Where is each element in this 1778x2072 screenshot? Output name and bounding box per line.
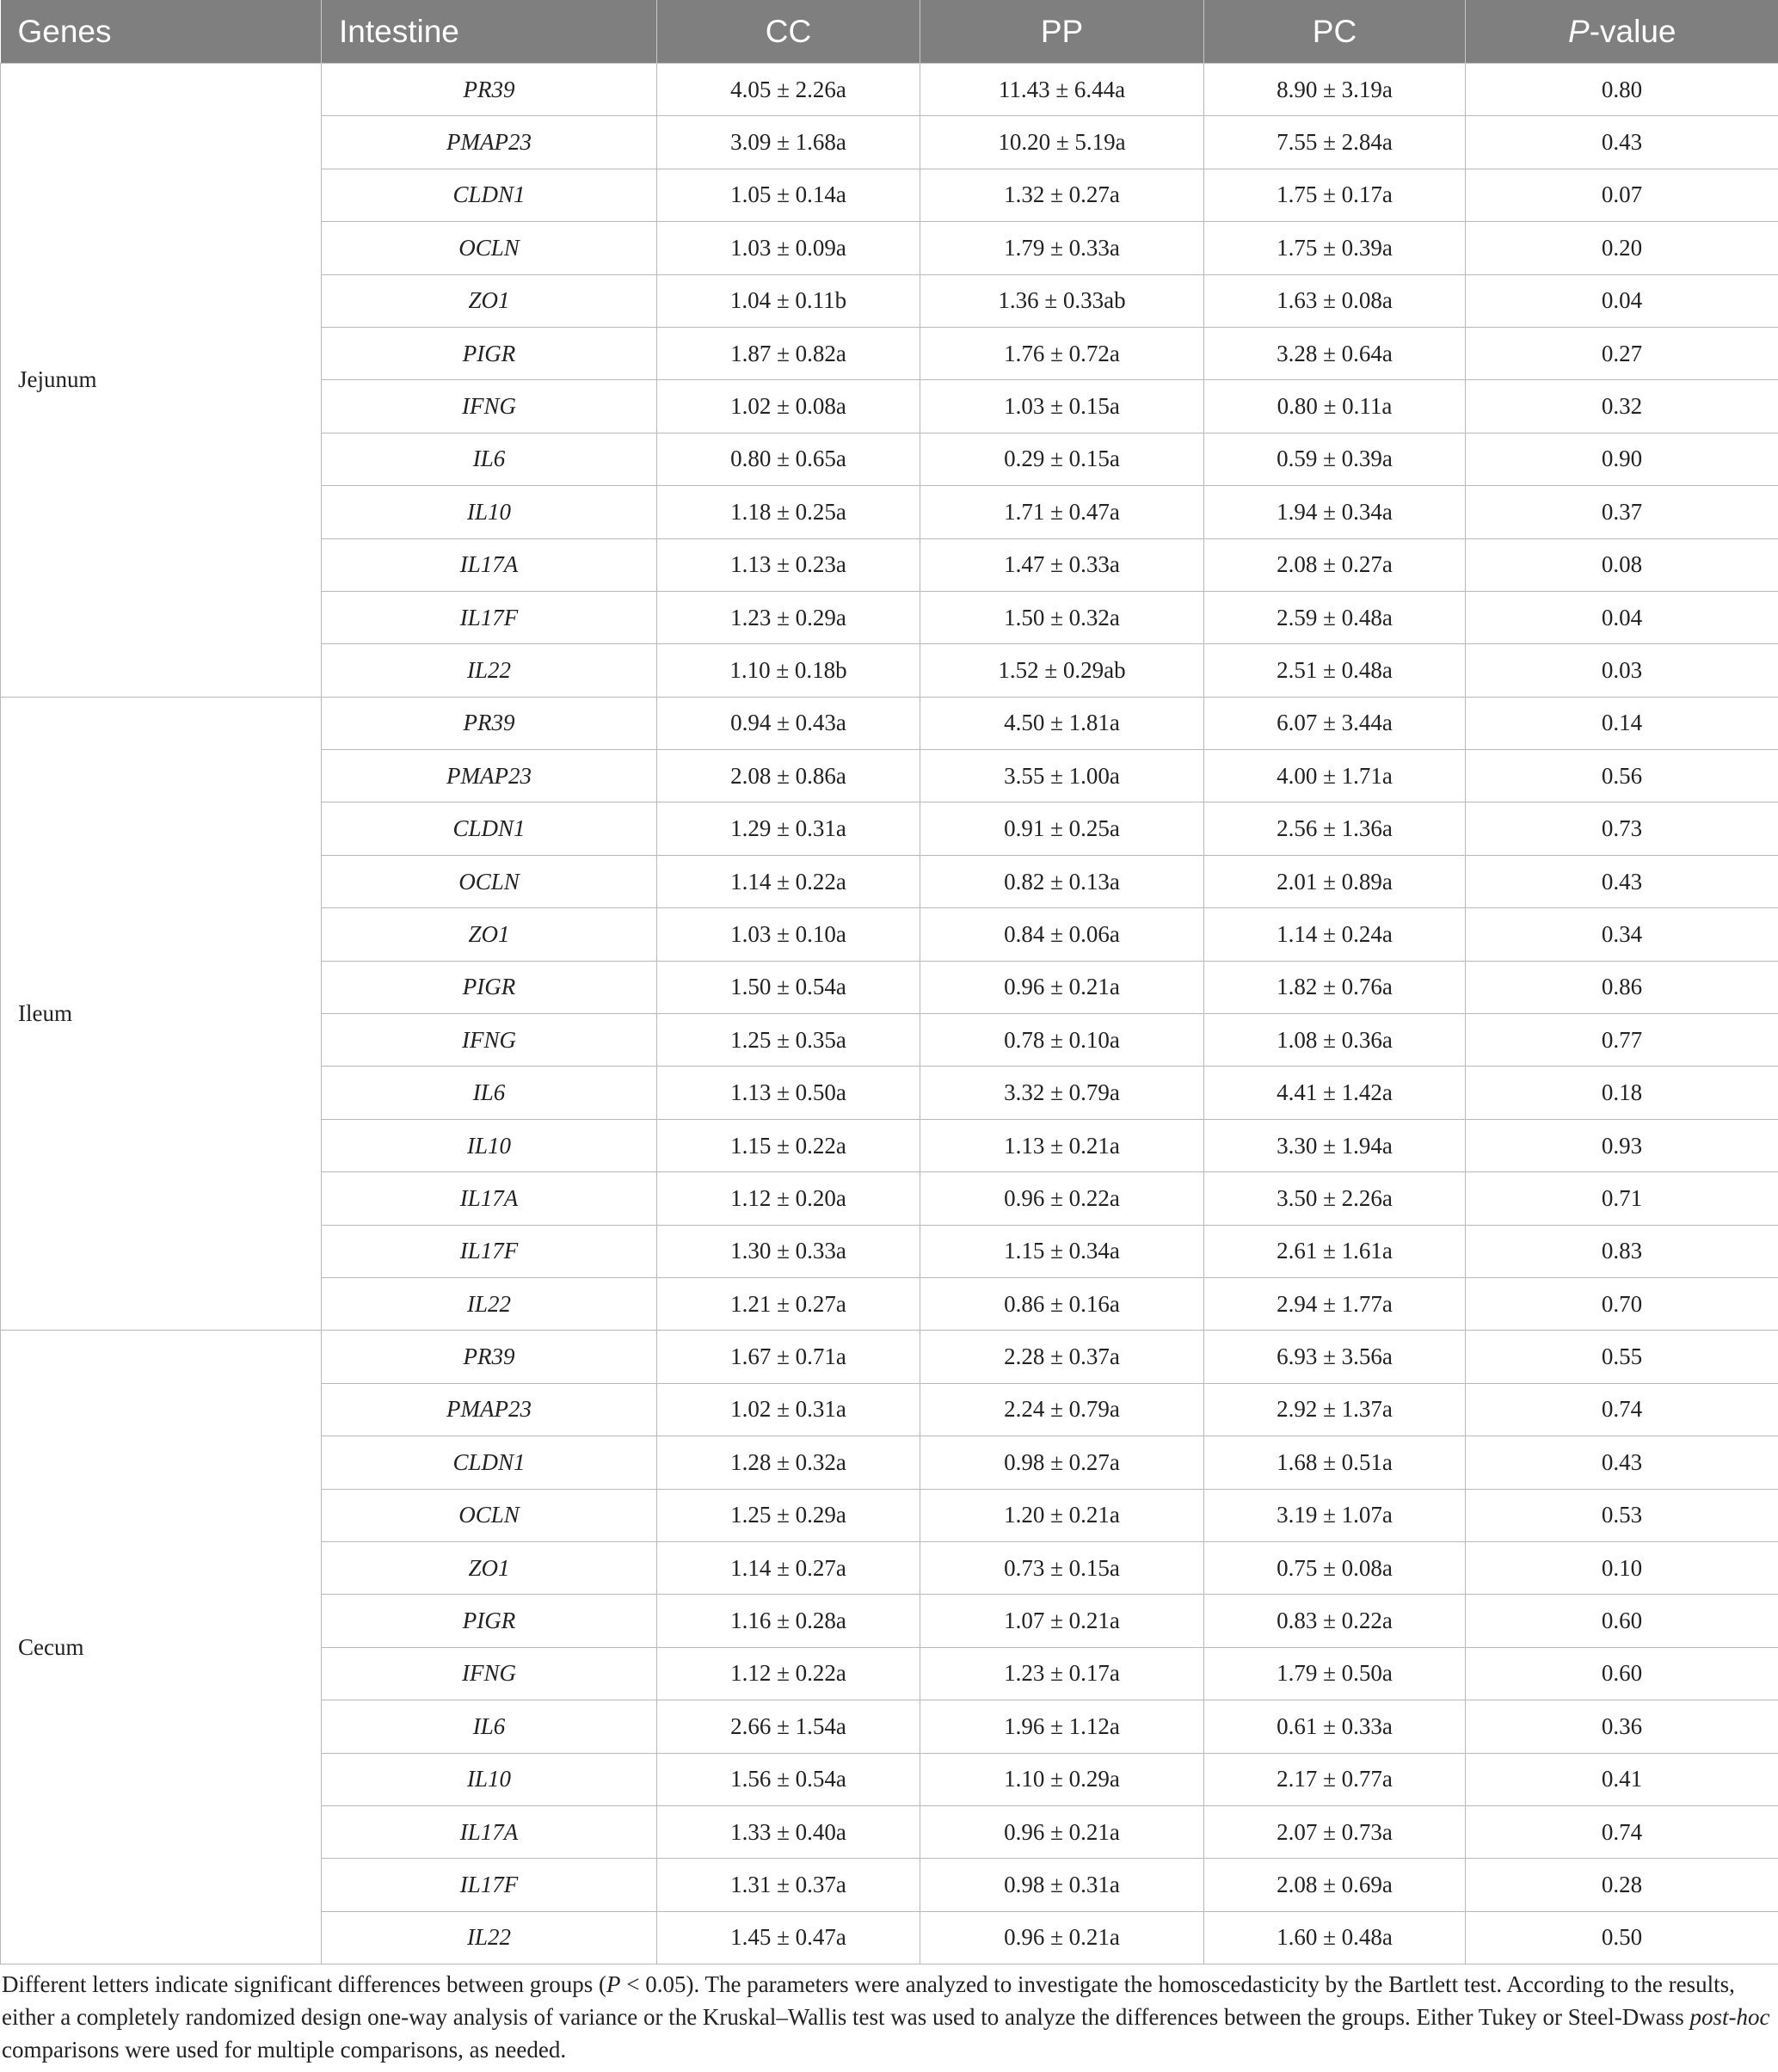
- gene-name-cell: IL22: [322, 644, 657, 697]
- cc-value-cell: 1.14 ± 0.27a: [657, 1541, 920, 1594]
- p-value-cell: 0.70: [1466, 1277, 1778, 1330]
- gene-name-cell: CLDN1: [322, 1436, 657, 1489]
- p-value-cell: 0.60: [1466, 1595, 1778, 1647]
- p-value-cell: 0.90: [1466, 433, 1778, 485]
- p-value-cell: 0.74: [1466, 1383, 1778, 1436]
- gene-name-cell: ZO1: [322, 274, 657, 327]
- pc-value-cell: 1.08 ± 0.36a: [1204, 1014, 1466, 1067]
- header-genes: Genes: [1, 0, 322, 64]
- pc-value-cell: 2.01 ± 0.89a: [1204, 855, 1466, 907]
- pp-value-cell: 1.20 ± 0.21a: [920, 1489, 1204, 1541]
- pp-value-cell: 0.91 ± 0.25a: [920, 802, 1204, 855]
- pc-value-cell: 6.07 ± 3.44a: [1204, 697, 1466, 749]
- footnote-p-italic: P: [606, 1971, 621, 1997]
- pc-value-cell: 1.75 ± 0.39a: [1204, 222, 1466, 274]
- pp-value-cell: 11.43 ± 6.44a: [920, 64, 1204, 116]
- cc-value-cell: 1.02 ± 0.08a: [657, 380, 920, 433]
- p-value-cell: 0.93: [1466, 1119, 1778, 1171]
- gene-name-cell: CLDN1: [322, 802, 657, 855]
- cc-value-cell: 1.12 ± 0.22a: [657, 1647, 920, 1700]
- gene-name-cell: ZO1: [322, 908, 657, 961]
- gene-name-cell: IL17F: [322, 1859, 657, 1911]
- pp-value-cell: 0.86 ± 0.16a: [920, 1277, 1204, 1330]
- pp-value-cell: 2.28 ± 0.37a: [920, 1331, 1204, 1383]
- table-row: [1, 64, 1778, 116]
- table-header: [1, 0, 1778, 64]
- pc-value-cell: 0.61 ± 0.33a: [1204, 1700, 1466, 1753]
- pc-value-cell: 1.94 ± 0.34a: [1204, 486, 1466, 538]
- cc-value-cell: 1.05 ± 0.14a: [657, 169, 920, 221]
- p-value-cell: 0.03: [1466, 644, 1778, 697]
- p-value-cell: 0.27: [1466, 327, 1778, 379]
- gene-name-cell: OCLN: [322, 222, 657, 274]
- cc-value-cell: 4.05 ± 2.26a: [657, 64, 920, 116]
- pc-value-cell: 2.94 ± 1.77a: [1204, 1277, 1466, 1330]
- pp-value-cell: 0.98 ± 0.31a: [920, 1859, 1204, 1911]
- p-value-cell: 0.74: [1466, 1805, 1778, 1858]
- cc-value-cell: 1.56 ± 0.54a: [657, 1753, 920, 1805]
- pc-value-cell: 2.51 ± 0.48a: [1204, 644, 1466, 697]
- gene-name-cell: PIGR: [322, 961, 657, 1013]
- pp-value-cell: 1.96 ± 1.12a: [920, 1700, 1204, 1753]
- cc-value-cell: 1.45 ± 0.47a: [657, 1911, 920, 1964]
- p-value-cell: 0.41: [1466, 1753, 1778, 1805]
- pc-value-cell: 2.07 ± 0.73a: [1204, 1805, 1466, 1858]
- gene-name-cell: IL22: [322, 1911, 657, 1964]
- pc-value-cell: 7.55 ± 2.84a: [1204, 116, 1466, 169]
- cc-value-cell: 1.03 ± 0.10a: [657, 908, 920, 961]
- pc-value-cell: 1.68 ± 0.51a: [1204, 1436, 1466, 1489]
- pc-value-cell: 0.80 ± 0.11a: [1204, 380, 1466, 433]
- pp-value-cell: 1.10 ± 0.29a: [920, 1753, 1204, 1805]
- cc-value-cell: 1.50 ± 0.54a: [657, 961, 920, 1013]
- p-value-cell: 0.37: [1466, 486, 1778, 538]
- pp-value-cell: 0.96 ± 0.22a: [920, 1172, 1204, 1225]
- gene-name-cell: IL17A: [322, 1172, 657, 1225]
- cc-value-cell: 1.13 ± 0.23a: [657, 538, 920, 591]
- pp-value-cell: 0.96 ± 0.21a: [920, 961, 1204, 1013]
- p-value-cell: 0.53: [1466, 1489, 1778, 1541]
- header-pc: PC: [1204, 0, 1466, 64]
- p-value-cell: 0.43: [1466, 1436, 1778, 1489]
- pc-value-cell: 6.93 ± 3.56a: [1204, 1331, 1466, 1383]
- gene-name-cell: PR39: [322, 64, 657, 116]
- pc-value-cell: 1.79 ± 0.50a: [1204, 1647, 1466, 1700]
- p-value-cell: 0.56: [1466, 750, 1778, 802]
- pc-value-cell: 3.28 ± 0.64a: [1204, 327, 1466, 379]
- pp-value-cell: 1.13 ± 0.21a: [920, 1119, 1204, 1171]
- gene-name-cell: IL17A: [322, 538, 657, 591]
- cc-value-cell: 1.15 ± 0.22a: [657, 1119, 920, 1171]
- footnote-part1: Different letters indicate significant differences between groups (: [2, 1971, 606, 1997]
- gene-name-cell: IL10: [322, 486, 657, 538]
- cc-value-cell: 1.29 ± 0.31a: [657, 802, 920, 855]
- pp-value-cell: 0.29 ± 0.15a: [920, 433, 1204, 485]
- gene-name-cell: PIGR: [322, 327, 657, 379]
- pp-value-cell: 3.55 ± 1.00a: [920, 750, 1204, 802]
- pc-value-cell: 1.14 ± 0.24a: [1204, 908, 1466, 961]
- table-row: [1, 1331, 1778, 1383]
- gene-name-cell: IFNG: [322, 1014, 657, 1067]
- gene-name-cell: OCLN: [322, 855, 657, 907]
- p-value-cell: 0.18: [1466, 1067, 1778, 1119]
- gene-name-cell: PMAP23: [322, 116, 657, 169]
- pp-value-cell: 1.76 ± 0.72a: [920, 327, 1204, 379]
- pc-value-cell: 0.83 ± 0.22a: [1204, 1595, 1466, 1647]
- cc-value-cell: 1.14 ± 0.22a: [657, 855, 920, 907]
- pc-value-cell: 4.00 ± 1.71a: [1204, 750, 1466, 802]
- p-value-cell: 0.07: [1466, 169, 1778, 221]
- cc-value-cell: 2.08 ± 0.86a: [657, 750, 920, 802]
- cc-value-cell: 1.03 ± 0.09a: [657, 222, 920, 274]
- pp-value-cell: 0.84 ± 0.06a: [920, 908, 1204, 961]
- cc-value-cell: 1.87 ± 0.82a: [657, 327, 920, 379]
- p-value-cell: 0.80: [1466, 64, 1778, 116]
- p-value-cell: 0.14: [1466, 697, 1778, 749]
- pc-value-cell: 2.61 ± 1.61a: [1204, 1225, 1466, 1277]
- gene-name-cell: IL6: [322, 1700, 657, 1753]
- footnote-part2: < 0.05). The parameters were analyzed to investigate the homoscedasticity by the Bartlett test. According to the results, either a completely randomized design one-way analysis of variance or the Kruskal–Wallis test was used to analyze the differences between the groups. Either Tukey or Steel-Dwass: [2, 1971, 1735, 2030]
- pc-value-cell: 8.90 ± 3.19a: [1204, 64, 1466, 116]
- pc-value-cell: 2.59 ± 0.48a: [1204, 591, 1466, 643]
- gene-name-cell: IL10: [322, 1119, 657, 1171]
- pp-value-cell: 1.79 ± 0.33a: [920, 222, 1204, 274]
- p-value-cell: 0.77: [1466, 1014, 1778, 1067]
- p-value-cell: 0.32: [1466, 380, 1778, 433]
- gene-name-cell: IL22: [322, 1277, 657, 1330]
- cc-value-cell: 3.09 ± 1.68a: [657, 116, 920, 169]
- cc-value-cell: 1.12 ± 0.20a: [657, 1172, 920, 1225]
- p-value-cell: 0.36: [1466, 1700, 1778, 1753]
- footnote-posthoc-italic: post-hoc: [1689, 2004, 1770, 2030]
- table-row: [1, 697, 1778, 749]
- gene-name-cell: PR39: [322, 697, 657, 749]
- header-p-italic: P: [1568, 13, 1590, 49]
- p-value-cell: 0.08: [1466, 538, 1778, 591]
- cc-value-cell: 1.25 ± 0.35a: [657, 1014, 920, 1067]
- intestine-group-label: Jejunum: [1, 64, 322, 698]
- pc-value-cell: 3.50 ± 2.26a: [1204, 1172, 1466, 1225]
- pp-value-cell: 1.50 ± 0.32a: [920, 591, 1204, 643]
- cc-value-cell: 1.18 ± 0.25a: [657, 486, 920, 538]
- pp-value-cell: 0.96 ± 0.21a: [920, 1911, 1204, 1964]
- p-value-cell: 0.04: [1466, 274, 1778, 327]
- cc-value-cell: 1.10 ± 0.18b: [657, 644, 920, 697]
- footnote-part3: comparisons were used for multiple comparisons, as needed.: [2, 2037, 567, 2063]
- header-pp: PP: [920, 0, 1204, 64]
- pp-value-cell: 1.32 ± 0.27a: [920, 169, 1204, 221]
- pc-value-cell: 1.75 ± 0.17a: [1204, 169, 1466, 221]
- pc-value-cell: 1.60 ± 0.48a: [1204, 1911, 1466, 1964]
- gene-name-cell: OCLN: [322, 1489, 657, 1541]
- p-value-cell: 0.86: [1466, 961, 1778, 1013]
- pp-value-cell: 1.47 ± 0.33a: [920, 538, 1204, 591]
- pc-value-cell: 1.63 ± 0.08a: [1204, 274, 1466, 327]
- cc-value-cell: 1.25 ± 0.29a: [657, 1489, 920, 1541]
- pp-value-cell: 0.98 ± 0.27a: [920, 1436, 1204, 1489]
- gene-name-cell: PMAP23: [322, 1383, 657, 1436]
- pc-value-cell: 2.56 ± 1.36a: [1204, 802, 1466, 855]
- p-value-cell: 0.43: [1466, 116, 1778, 169]
- header-row: [1, 0, 1778, 64]
- cc-value-cell: 1.21 ± 0.27a: [657, 1277, 920, 1330]
- p-value-cell: 0.28: [1466, 1859, 1778, 1911]
- pc-value-cell: 2.08 ± 0.27a: [1204, 538, 1466, 591]
- pc-value-cell: 0.59 ± 0.39a: [1204, 433, 1466, 485]
- pc-value-cell: 2.17 ± 0.77a: [1204, 1753, 1466, 1805]
- pc-value-cell: 2.92 ± 1.37a: [1204, 1383, 1466, 1436]
- header-p-rest: -value: [1589, 13, 1676, 49]
- p-value-cell: 0.60: [1466, 1647, 1778, 1700]
- pc-value-cell: 3.19 ± 1.07a: [1204, 1489, 1466, 1541]
- intestine-group-label: Ileum: [1, 697, 322, 1331]
- pp-value-cell: 1.36 ± 0.33ab: [920, 274, 1204, 327]
- p-value-cell: 0.73: [1466, 802, 1778, 855]
- pp-value-cell: 1.03 ± 0.15a: [920, 380, 1204, 433]
- gene-name-cell: PIGR: [322, 1595, 657, 1647]
- gene-name-cell: IL6: [322, 433, 657, 485]
- table-body: [1, 64, 1778, 1964]
- cc-value-cell: 1.28 ± 0.32a: [657, 1436, 920, 1489]
- cc-value-cell: 1.30 ± 0.33a: [657, 1225, 920, 1277]
- cc-value-cell: 1.02 ± 0.31a: [657, 1383, 920, 1436]
- p-value-cell: 0.71: [1466, 1172, 1778, 1225]
- pp-value-cell: 1.23 ± 0.17a: [920, 1647, 1204, 1700]
- gene-name-cell: IFNG: [322, 380, 657, 433]
- p-value-cell: 0.55: [1466, 1331, 1778, 1383]
- table-footnote: [2, 1968, 1774, 2066]
- pp-value-cell: 10.20 ± 5.19a: [920, 116, 1204, 169]
- pp-value-cell: 1.07 ± 0.21a: [920, 1595, 1204, 1647]
- cc-value-cell: 1.04 ± 0.11b: [657, 274, 920, 327]
- pc-value-cell: 2.08 ± 0.69a: [1204, 1859, 1466, 1911]
- pc-value-cell: 3.30 ± 1.94a: [1204, 1119, 1466, 1171]
- pp-value-cell: 4.50 ± 1.81a: [920, 697, 1204, 749]
- pp-value-cell: 2.24 ± 0.79a: [920, 1383, 1204, 1436]
- intestine-group-label: Cecum: [1, 1331, 322, 1964]
- gene-name-cell: IFNG: [322, 1647, 657, 1700]
- pp-value-cell: 0.78 ± 0.10a: [920, 1014, 1204, 1067]
- gene-name-cell: IL17F: [322, 1225, 657, 1277]
- p-value-cell: 0.83: [1466, 1225, 1778, 1277]
- cc-value-cell: 0.94 ± 0.43a: [657, 697, 920, 749]
- p-value-cell: 0.50: [1466, 1911, 1778, 1964]
- p-value-cell: 0.04: [1466, 591, 1778, 643]
- pp-value-cell: 0.96 ± 0.21a: [920, 1805, 1204, 1858]
- pp-value-cell: 1.52 ± 0.29ab: [920, 644, 1204, 697]
- header-cc: CC: [657, 0, 920, 64]
- cc-value-cell: 2.66 ± 1.54a: [657, 1700, 920, 1753]
- pc-value-cell: 1.82 ± 0.76a: [1204, 961, 1466, 1013]
- cc-value-cell: 1.67 ± 0.71a: [657, 1331, 920, 1383]
- cc-value-cell: 1.31 ± 0.37a: [657, 1859, 920, 1911]
- pp-value-cell: 1.71 ± 0.47a: [920, 486, 1204, 538]
- gene-name-cell: PMAP23: [322, 750, 657, 802]
- cc-value-cell: 1.13 ± 0.50a: [657, 1067, 920, 1119]
- gene-name-cell: IL17F: [322, 591, 657, 643]
- gene-name-cell: PR39: [322, 1331, 657, 1383]
- pc-value-cell: 0.75 ± 0.08a: [1204, 1541, 1466, 1594]
- gene-name-cell: IL17A: [322, 1805, 657, 1858]
- pp-value-cell: 0.73 ± 0.15a: [920, 1541, 1204, 1594]
- cc-value-cell: 0.80 ± 0.65a: [657, 433, 920, 485]
- cc-value-cell: 1.23 ± 0.29a: [657, 591, 920, 643]
- pp-value-cell: 1.15 ± 0.34a: [920, 1225, 1204, 1277]
- p-value-cell: 0.43: [1466, 855, 1778, 907]
- pc-value-cell: 4.41 ± 1.42a: [1204, 1067, 1466, 1119]
- cc-value-cell: 1.16 ± 0.28a: [657, 1595, 920, 1647]
- cc-value-cell: 1.33 ± 0.40a: [657, 1805, 920, 1858]
- header-p-value: [1466, 0, 1778, 64]
- header-intestine: Intestine: [322, 0, 657, 64]
- pp-value-cell: 0.82 ± 0.13a: [920, 855, 1204, 907]
- p-value-cell: 0.20: [1466, 222, 1778, 274]
- gene-name-cell: ZO1: [322, 1541, 657, 1594]
- p-value-cell: 0.34: [1466, 908, 1778, 961]
- gene-name-cell: IL10: [322, 1753, 657, 1805]
- p-value-cell: 0.10: [1466, 1541, 1778, 1594]
- gene-name-cell: CLDN1: [322, 169, 657, 221]
- gene-name-cell: IL6: [322, 1067, 657, 1119]
- pp-value-cell: 3.32 ± 0.79a: [920, 1067, 1204, 1119]
